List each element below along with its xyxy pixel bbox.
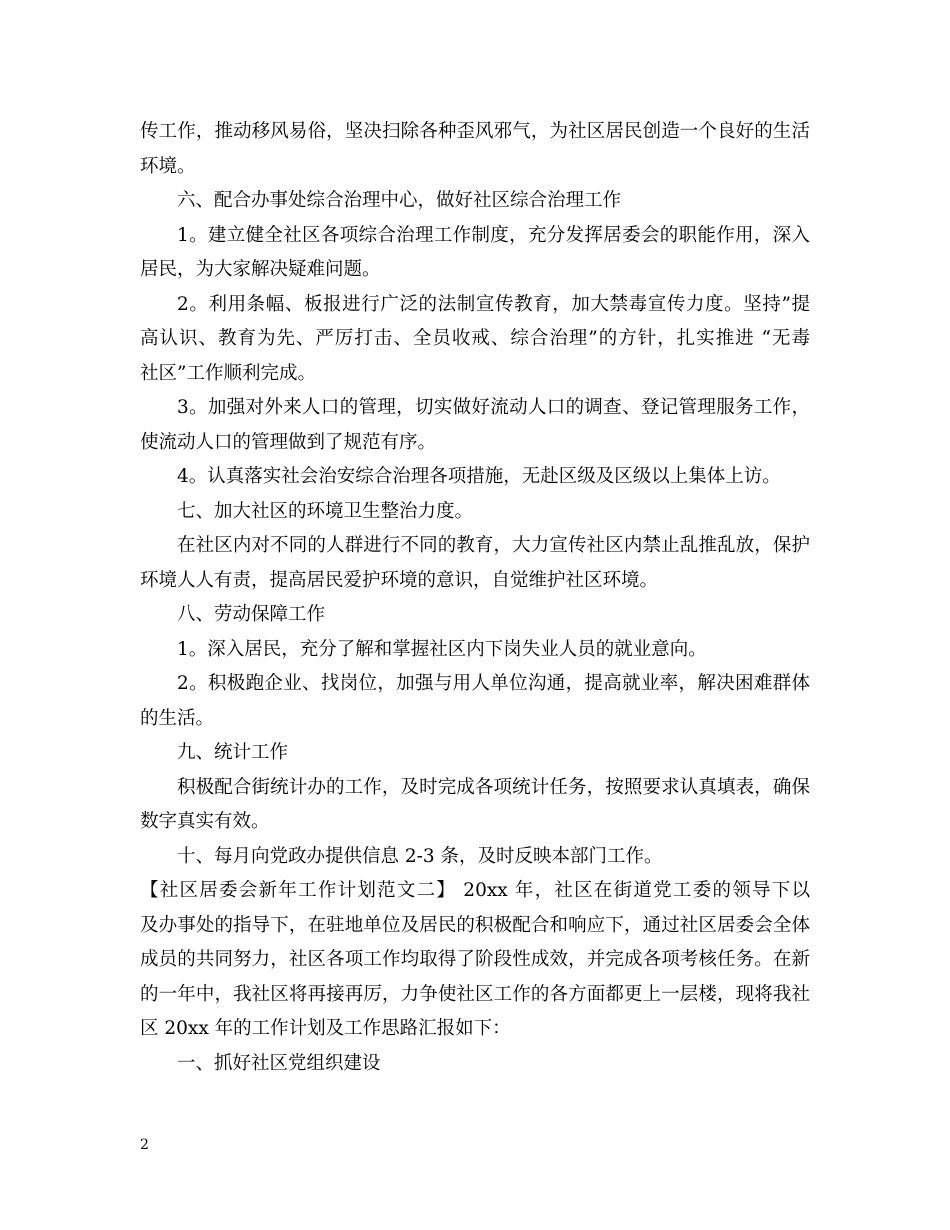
text-line: 六、配合办事处综合治理中心，做好社区综合治理工作 xyxy=(177,190,622,211)
text-line: 4。认真落实社会治安综合治理各项措施，无赴区级及区级以上集体上访。 xyxy=(177,466,781,487)
text-line: 居民，为大家解决疑难问题。 xyxy=(140,259,381,280)
text-line: 社区”工作顺利完成。 xyxy=(140,362,316,384)
text-line: 九、统计工作 xyxy=(177,742,289,763)
text-line: 2。利用条幅、板报进行广泛的法制宣传教育，加大禁毒宣传力度。坚持”提 xyxy=(177,293,810,315)
text-line: 使流动人口的管理做到了规范有序。 xyxy=(140,431,437,453)
text-line: 成员的共同努力，社区各项工作均取得了阶段性成效，并完成各项考核任务。在新 xyxy=(140,949,810,970)
text-line: 高认识、教育为先、严厉打击、全员收戒、综合治理”的方针，扎实推进 “无毒 xyxy=(140,328,810,349)
text-line: 1。深入居民，充分了解和掌握社区内下岗失业人员的就业意向。 xyxy=(177,638,707,660)
text-line: 3。加强对外来人口的管理，切实做好流动人口的调查、登记管理服务工作， xyxy=(177,397,810,418)
text-line: 积极配合街统计办的工作，及时完成各项统计任务，按照要求认真填表，确保 xyxy=(177,776,810,798)
text-line: 一、抓好社区党组织建设 xyxy=(177,1052,381,1074)
text-line: 在社区内对不同的人群进行不同的教育，大力宣传社区内禁止乱推乱放，保护 xyxy=(177,535,810,556)
text-line: 2。积极跑企业、找岗位，加强与用人单位沟通，提高就业率，解决困难群体 xyxy=(177,673,810,694)
text-line: 区 20xx 年的工作计划及工作思路汇报如下： xyxy=(140,1018,511,1039)
text-line: 及办事处的指导下，在驻地单位及居民的积极配合和响应下，通过社区居委会全体 xyxy=(140,914,810,936)
text-line: 八、劳动保障工作 xyxy=(177,604,326,625)
text-line: 的一年中，我社区将再接再厉，力争使社区工作的各方面都更上一层楼，现将我社 xyxy=(140,983,810,1005)
document-body xyxy=(140,115,810,1081)
text-line: 数字真实有效。 xyxy=(140,811,270,832)
text-line: 1。建立健全社区各项综合治理工作制度，充分发挥居委会的职能作用，深入 xyxy=(177,224,810,246)
text-line: 七、加大社区的环境卫生整治力度。 xyxy=(177,500,474,522)
text-line: 【社区居委会新年工作计划范文二】 20xx 年，社区在街道党工委的领导下以 xyxy=(140,880,810,901)
text-line: 传工作，推动移风易俗，坚决扫除各种歪风邪气，为社区居民创造一个良好的生活 xyxy=(140,121,810,142)
text-line: 环境。 xyxy=(140,155,196,177)
text-line: 十、每月向党政办提供信息 2-3 条，及时反映本部门工作。 xyxy=(177,845,663,867)
text-line: 环境人人有责，提高居民爱护环境的意识，自觉维护社区环境。 xyxy=(140,569,659,591)
page-number: 2 xyxy=(140,1137,149,1153)
text-line: 的生活。 xyxy=(140,707,215,729)
